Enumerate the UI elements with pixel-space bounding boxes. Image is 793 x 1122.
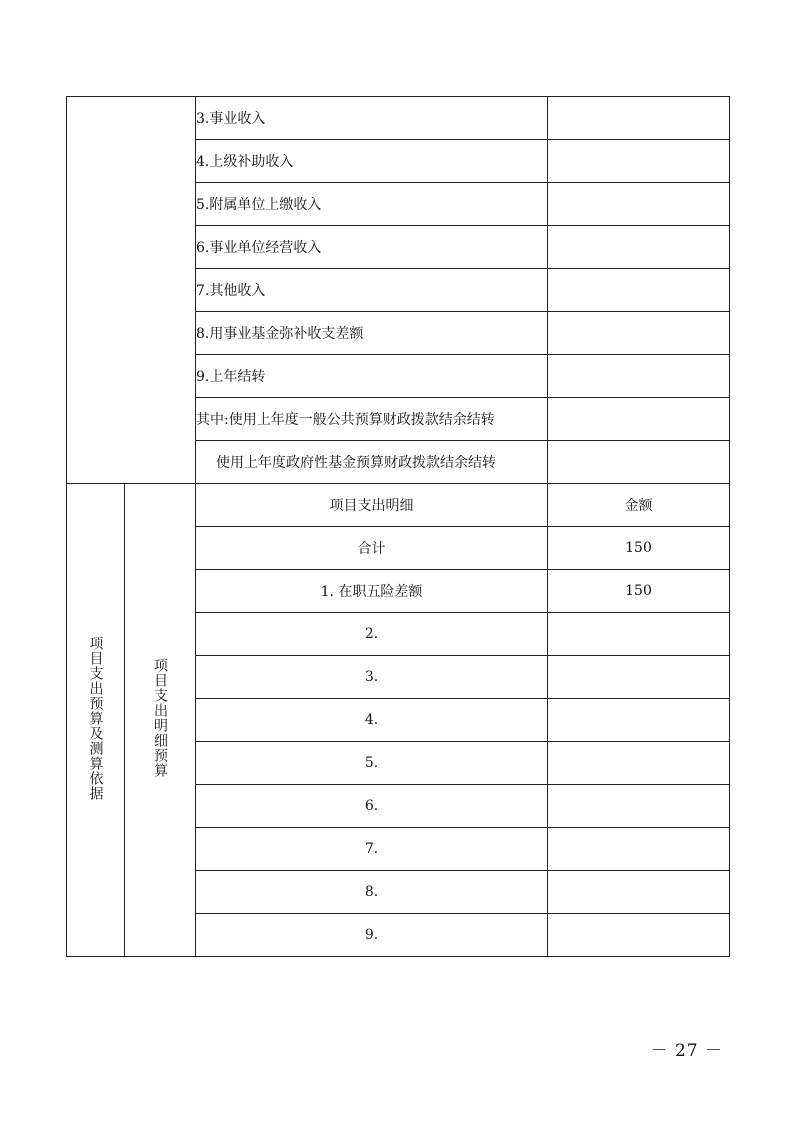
project-amount-cell[interactable]	[548, 785, 730, 828]
income-amount-cell[interactable]	[548, 269, 730, 312]
income-item-label: 其中:使用上年度一般公共预算财政拨款结余结转	[196, 398, 548, 441]
income-amount-cell[interactable]	[548, 226, 730, 269]
project-amount-cell[interactable]	[548, 828, 730, 871]
income-item-label: 7.其他收入	[196, 269, 548, 312]
budget-table	[66, 96, 730, 957]
amount-header: 金额	[548, 484, 730, 527]
income-amount-cell[interactable]	[548, 97, 730, 140]
income-item-label: 8.用事业基金弥补收支差额	[196, 312, 548, 355]
income-amount-cell[interactable]	[548, 441, 730, 484]
project-amount-cell[interactable]	[548, 699, 730, 742]
project-amount-cell[interactable]	[548, 656, 730, 699]
project-item-label: 3.	[196, 656, 548, 699]
project-amount-cell[interactable]	[548, 914, 730, 957]
project-item-label: 合计	[196, 527, 548, 570]
project-amount-cell[interactable]	[548, 613, 730, 656]
income-item-label: 6.事业单位经营收入	[196, 226, 548, 269]
income-item-label: 3.事业收入	[196, 97, 548, 140]
income-item-label: 4.上级补助收入	[196, 140, 548, 183]
project-amount-cell[interactable]: 150	[548, 570, 730, 613]
project-amount-cell[interactable]: 150	[548, 527, 730, 570]
income-amount-cell[interactable]	[548, 355, 730, 398]
income-item-label: 9.上年结转	[196, 355, 548, 398]
outer-section-label: 项目支出预算及测算依据	[87, 635, 104, 801]
income-row	[67, 97, 730, 140]
project-item-label: 4.	[196, 699, 548, 742]
project-item-label: 5.	[196, 742, 548, 785]
project-item-label: 2.	[196, 613, 548, 656]
project-item-label: 9.	[196, 914, 548, 957]
project-item-label: 1. 在职五险差额	[196, 570, 548, 613]
income-item-label: 5.附属单位上缴收入	[196, 183, 548, 226]
inner-section-label-cell	[125, 484, 196, 957]
income-amount-cell[interactable]	[548, 312, 730, 355]
income-left-blank-cell	[67, 97, 196, 484]
project-amount-cell[interactable]	[548, 742, 730, 785]
project-item-label: 7.	[196, 828, 548, 871]
detail-header: 项目支出明细	[196, 484, 548, 527]
income-amount-cell[interactable]	[548, 398, 730, 441]
project-item-label: 6.	[196, 785, 548, 828]
project-item-label: 8.	[196, 871, 548, 914]
income-item-label: 使用上年度政府性基金预算财政拨款结余结转	[196, 441, 548, 484]
inner-section-label: 项目支出明细预算	[152, 658, 168, 778]
outer-section-label-cell	[67, 484, 125, 957]
income-amount-cell[interactable]	[548, 140, 730, 183]
project-header-row	[67, 484, 730, 527]
page-number: － 27 －	[650, 1041, 723, 1061]
project-amount-cell[interactable]	[548, 871, 730, 914]
income-amount-cell[interactable]	[548, 183, 730, 226]
